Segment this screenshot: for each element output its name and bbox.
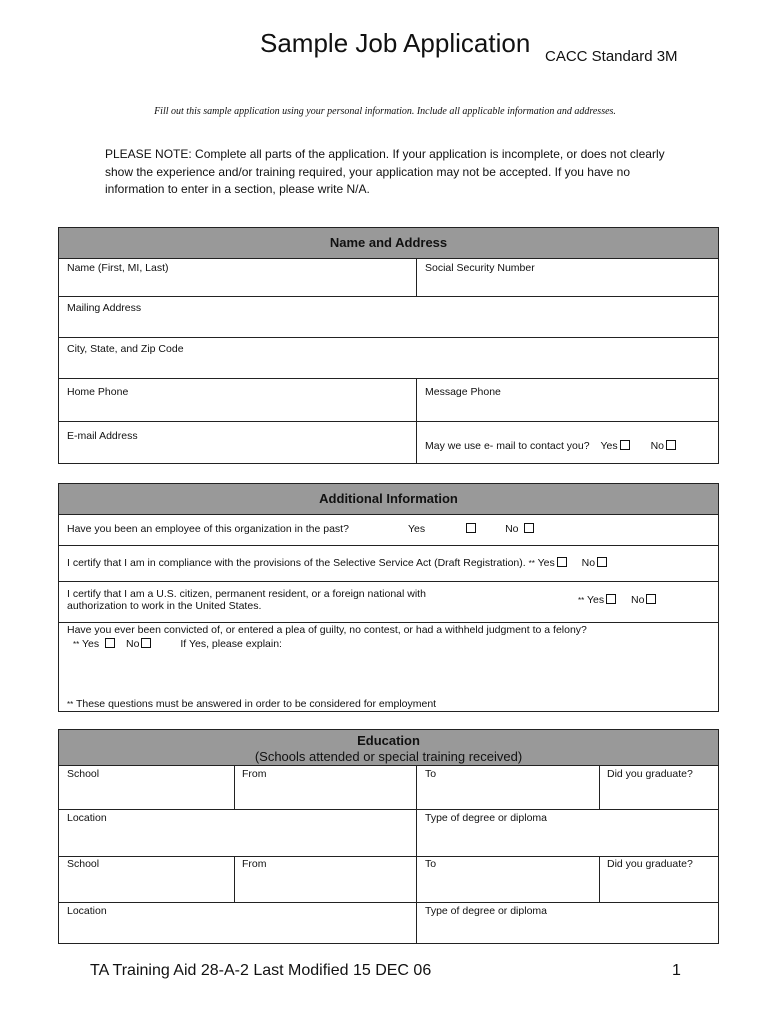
- yes-label: Yes: [586, 594, 605, 606]
- note-line: show the experience and/or training required, your application may not be accepted. If you have no: [105, 164, 630, 179]
- required-marker: **: [67, 700, 74, 709]
- school-field[interactable]: School: [67, 858, 100, 870]
- citizenship-question-line2: authorization to work in the United States.: [67, 600, 262, 612]
- education-subheading: (Schools attended or special training received): [254, 749, 523, 764]
- education-heading: Education: [357, 733, 420, 748]
- email-yes-checkbox[interactable]: [620, 440, 630, 450]
- no-label: No: [126, 638, 140, 650]
- felony-question: Have you ever been convicted of, or entered a plea of guilty, no contest, or had a withheld judgment to a felony?: [67, 624, 587, 636]
- citizenship-options: [578, 594, 656, 606]
- q2-yes-checkbox[interactable]: [557, 557, 567, 567]
- message-phone-field[interactable]: Message Phone: [425, 386, 501, 398]
- mailing-address-field[interactable]: Mailing Address: [67, 302, 142, 314]
- yes-label: Yes: [408, 523, 426, 535]
- question-text: I certify that I am in compliance with the provisions of the Selective Service Act (Draft Registration).: [67, 557, 526, 569]
- q1-yes-checkbox[interactable]: [466, 523, 476, 533]
- yes-label: Yes: [600, 440, 618, 452]
- required-marker: **: [578, 596, 585, 605]
- from-field[interactable]: From: [242, 768, 267, 780]
- question-text: Have you been an employee of this organization in the past?: [67, 523, 349, 535]
- no-label: No: [505, 523, 519, 535]
- email-field[interactable]: E-mail Address: [67, 430, 138, 442]
- no-label: No: [581, 557, 596, 569]
- degree-field[interactable]: Type of degree or diploma: [425, 812, 547, 824]
- ssn-field[interactable]: Social Security Number: [425, 262, 535, 274]
- name-address-section: [58, 227, 719, 464]
- explain-field[interactable]: If Yes, please explain:: [180, 638, 282, 650]
- previous-employee-options: [408, 523, 534, 535]
- yes-label: Yes: [537, 557, 555, 569]
- city-state-zip-field[interactable]: City, State, and Zip Code: [67, 343, 184, 355]
- no-label: No: [650, 440, 664, 452]
- q3-yes-checkbox[interactable]: [606, 594, 616, 604]
- location-field[interactable]: Location: [67, 905, 107, 917]
- instructions: Fill out this sample application using your personal information. Include all applicable information and addresses.: [154, 106, 616, 117]
- selective-service-question: [67, 557, 607, 569]
- please-note: [105, 146, 705, 199]
- no-label: No: [631, 594, 645, 606]
- school-field[interactable]: School: [67, 768, 100, 780]
- to-field[interactable]: To: [425, 858, 437, 870]
- education-section: [58, 729, 719, 944]
- note-line: information to enter in a section, please write N/A.: [105, 182, 370, 196]
- standard-label: CACC Standard 3M: [545, 48, 678, 65]
- name-field[interactable]: Name (First, MI, Last): [67, 262, 169, 274]
- section-heading: Additional Information: [59, 484, 718, 515]
- previous-employee-question: [67, 523, 349, 535]
- degree-field[interactable]: Type of degree or diploma: [425, 905, 547, 917]
- email-no-checkbox[interactable]: [666, 440, 676, 450]
- citizenship-question-line1: I certify that I am a U.S. citizen, permanent resident, or a foreign national with: [67, 588, 426, 600]
- additional-info-section: [58, 483, 719, 712]
- felony-options: [73, 638, 282, 650]
- footnote-text: These questions must be answered in order to be considered for employment: [75, 698, 437, 710]
- to-field[interactable]: To: [425, 768, 437, 780]
- q4-no-checkbox[interactable]: [141, 638, 151, 648]
- footer-text: TA Training Aid 28-A-2 Last Modified 15 DEC 06: [90, 962, 432, 979]
- email-contact-question: [425, 440, 676, 452]
- q3-no-checkbox[interactable]: [646, 594, 656, 604]
- q1-no-checkbox[interactable]: [524, 523, 534, 533]
- page-number: 1: [672, 962, 681, 979]
- email-contact-label: May we use e- mail to contact you?: [425, 440, 590, 452]
- note-line: PLEASE NOTE: Complete all parts of the application. If your application is incomplete, or does not clearly: [105, 147, 665, 161]
- yes-label: Yes: [81, 638, 100, 650]
- q2-no-checkbox[interactable]: [597, 557, 607, 567]
- location-field[interactable]: Location: [67, 812, 107, 824]
- section-heading: Name and Address: [59, 228, 718, 259]
- section-heading: [59, 730, 718, 766]
- required-marker: **: [73, 640, 80, 649]
- page-title: Sample Job Application: [260, 28, 531, 58]
- from-field[interactable]: From: [242, 858, 267, 870]
- home-phone-field[interactable]: Home Phone: [67, 386, 129, 398]
- footnote: [67, 698, 436, 710]
- graduate-field[interactable]: Did you graduate?: [607, 858, 693, 870]
- required-marker: **: [528, 559, 535, 568]
- q4-yes-checkbox[interactable]: [105, 638, 115, 648]
- graduate-field[interactable]: Did you graduate?: [607, 768, 693, 780]
